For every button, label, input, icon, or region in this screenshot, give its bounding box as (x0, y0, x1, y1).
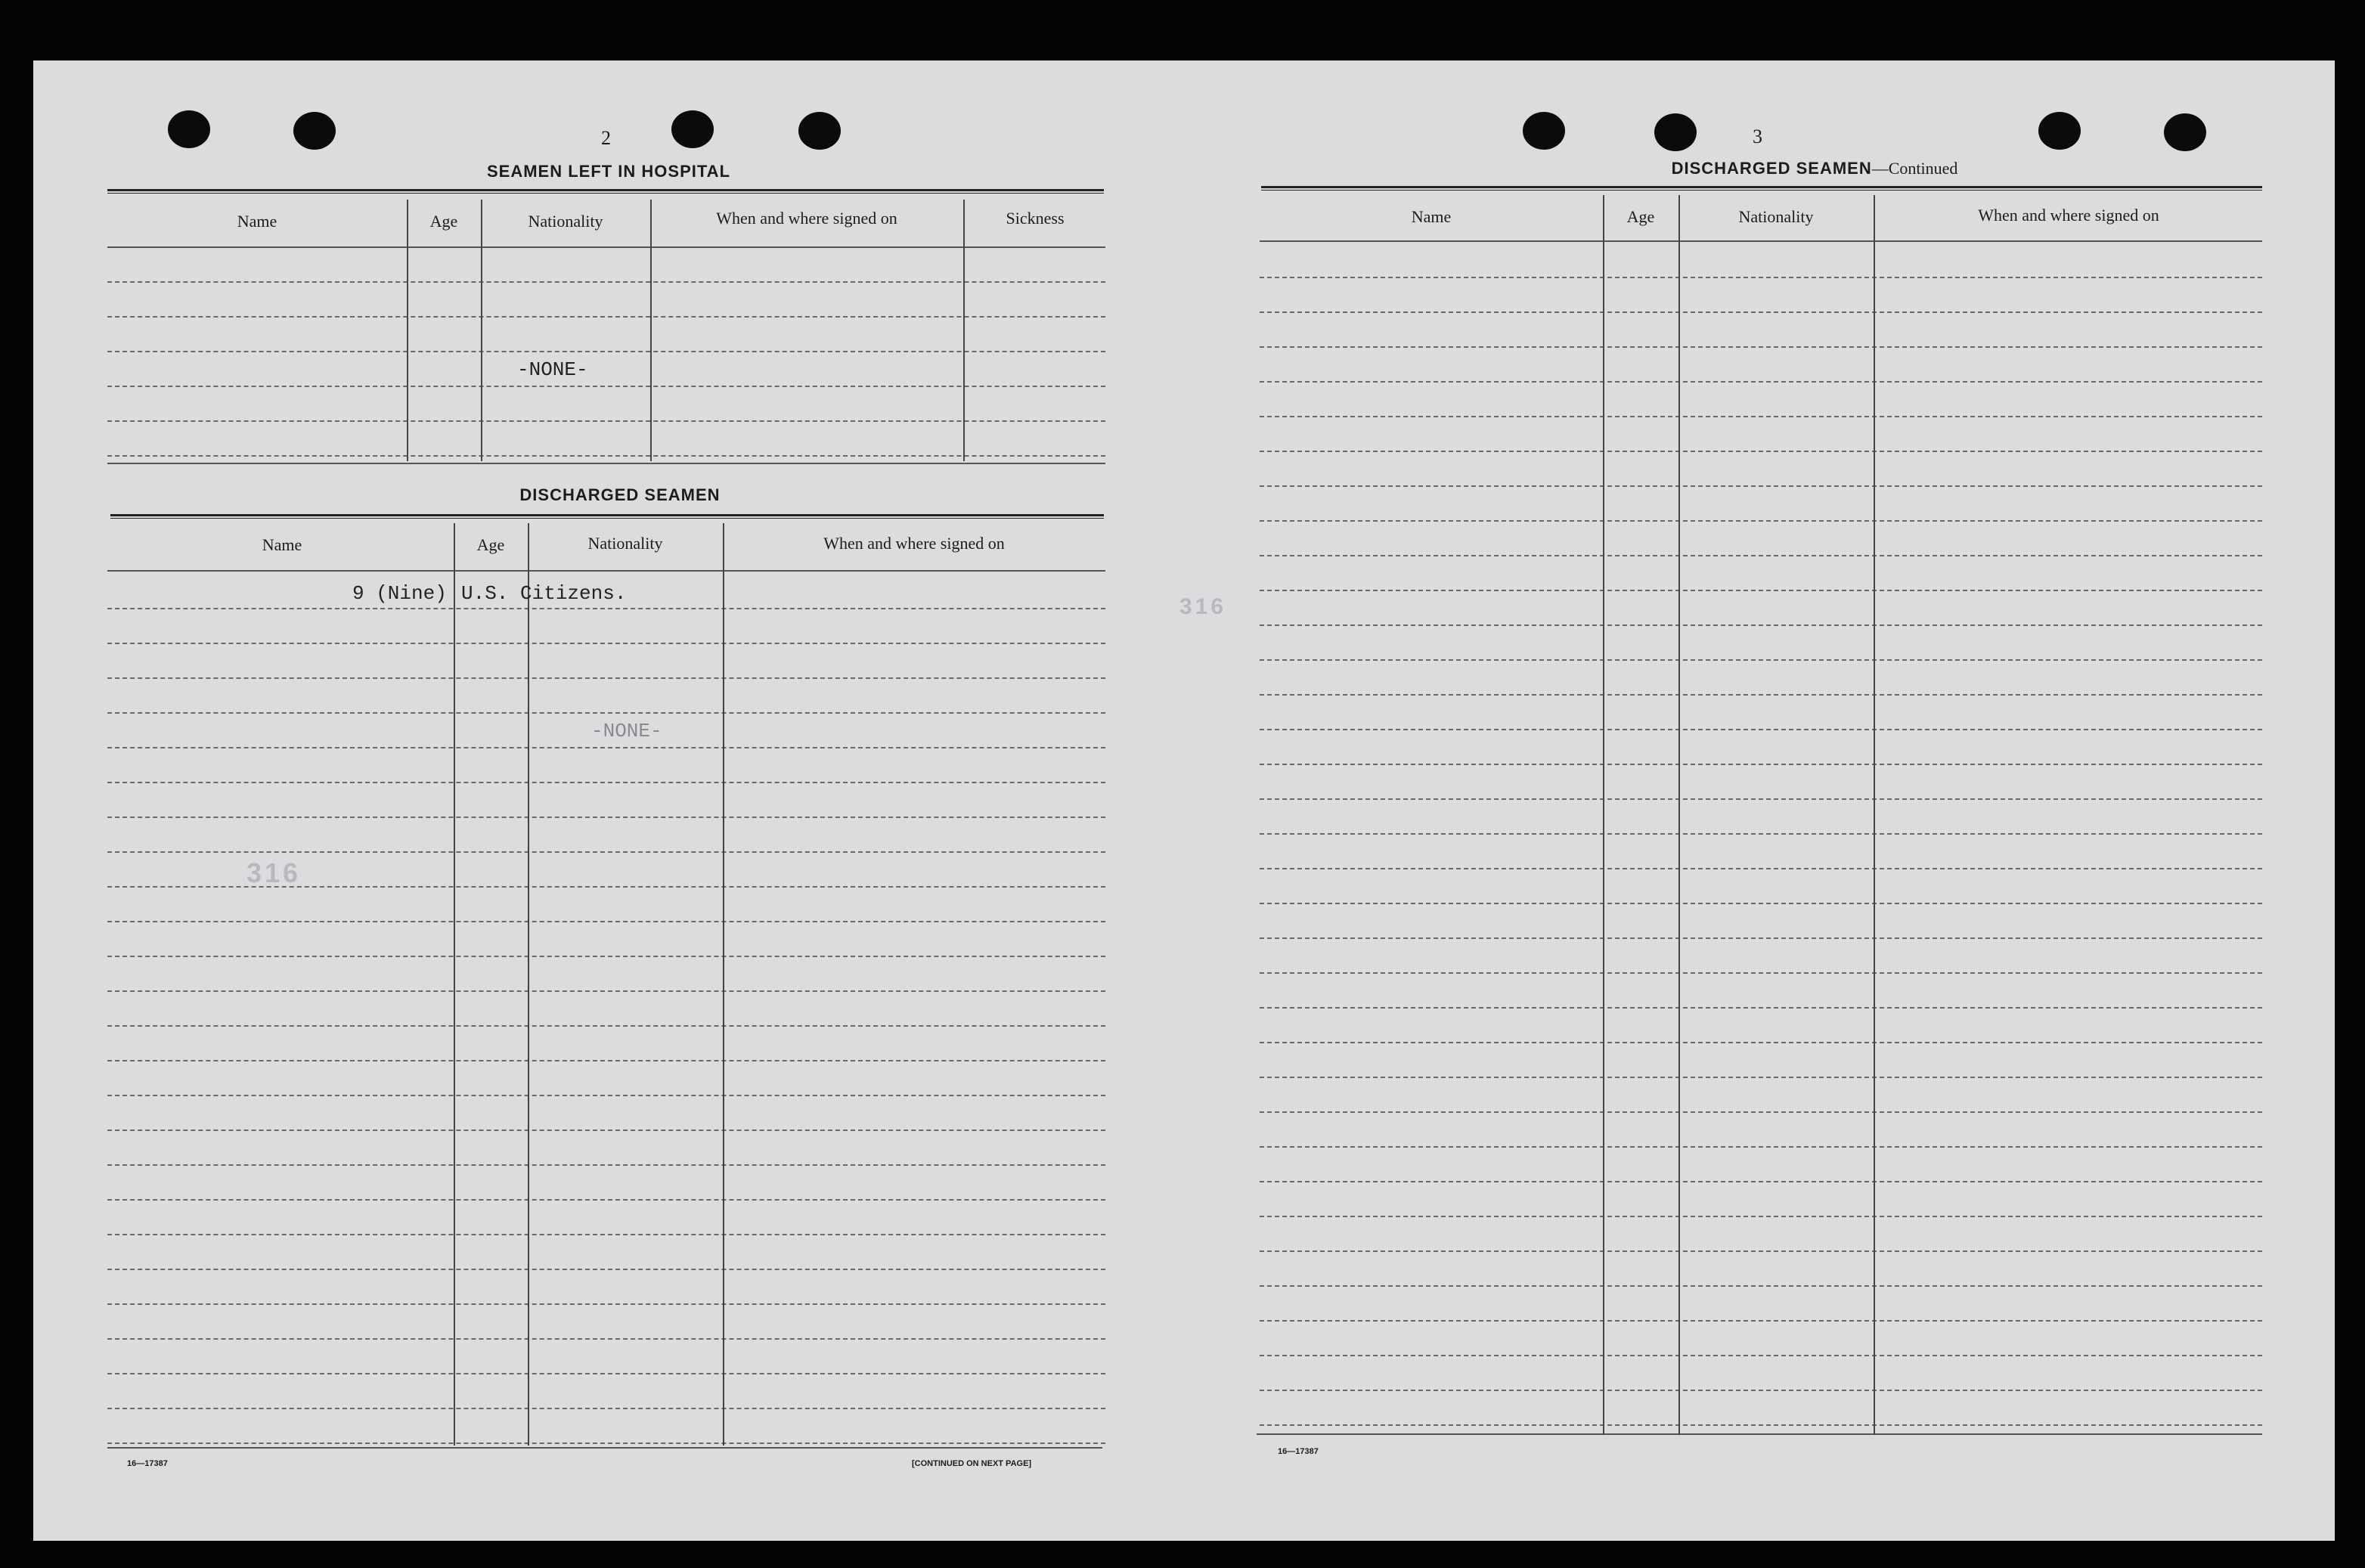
table-row (1260, 1250, 2262, 1252)
table-row (107, 1408, 1105, 1409)
table-row (1260, 416, 2262, 417)
table-row (1260, 590, 2262, 591)
discharged-col-age: Age (476, 535, 505, 554)
right-col-name: Name (1411, 207, 1452, 226)
table-row (1260, 972, 2262, 974)
right-col-age: Age (1626, 207, 1655, 226)
table-row (107, 817, 1105, 818)
right-bottom-rule (1257, 1433, 2262, 1435)
column-divider (407, 200, 408, 461)
table-row (1260, 624, 2262, 626)
table-row (107, 351, 1105, 352)
table-row (1260, 485, 2262, 487)
table-row (107, 990, 1105, 992)
hospital-col-age: Age (429, 212, 458, 231)
table-row (107, 608, 1105, 609)
table-row (107, 643, 1105, 644)
table-row (1260, 729, 2262, 730)
table-row (1260, 277, 2262, 278)
table-row (107, 921, 1105, 922)
discharged-col-nationality: Nationality (587, 534, 663, 553)
column-divider (1603, 195, 1604, 1435)
discharged-table-top-rule (110, 514, 1104, 519)
table-row (1260, 1146, 2262, 1148)
continued-note: [CONTINUED ON NEXT PAGE] (912, 1459, 1032, 1468)
column-divider (454, 523, 455, 1446)
table-row (1260, 1424, 2262, 1426)
table-row (107, 1164, 1105, 1166)
hospital-table-top-rule (107, 189, 1104, 194)
punch-hole (1523, 112, 1565, 150)
right-section-title (1558, 159, 2072, 178)
column-divider (528, 523, 529, 1446)
right-header-rule (1260, 240, 2262, 242)
table-row (1260, 903, 2262, 904)
table-row (107, 420, 1105, 422)
page-number-right: 3 (1753, 126, 1762, 147)
faint-stamp-right: 316 (1179, 594, 1227, 619)
column-divider (1678, 195, 1680, 1435)
punch-hole (1654, 113, 1697, 151)
table-row (107, 1234, 1105, 1235)
table-row (1260, 311, 2262, 313)
table-row (107, 1442, 1105, 1444)
table-row (1260, 1285, 2262, 1287)
table-row (1260, 346, 2262, 348)
hospital-col-signed-on: When and where signed on (716, 209, 897, 228)
table-row (107, 316, 1105, 318)
faint-stamp-left: 316 (246, 857, 302, 888)
hospital-col-sickness: Sickness (1006, 209, 1065, 228)
column-divider (650, 200, 652, 461)
right-table-top-rule (1261, 186, 2262, 191)
table-row (107, 386, 1105, 387)
table-row (107, 1338, 1105, 1340)
table-row (1260, 764, 2262, 765)
column-divider (1874, 195, 1875, 1435)
table-row (1260, 1077, 2262, 1078)
discharged-header-rule (107, 570, 1105, 572)
table-row (1260, 1007, 2262, 1009)
table-row (107, 1095, 1105, 1096)
table-row (107, 281, 1105, 283)
discharged-entry-name: 9 (Nine) (352, 582, 447, 605)
table-row (107, 1303, 1105, 1305)
table-row (1260, 1042, 2262, 1043)
table-row (107, 1269, 1105, 1270)
punch-hole (671, 110, 714, 148)
punch-hole (168, 110, 210, 148)
table-row (1260, 555, 2262, 556)
table-row (107, 1130, 1105, 1131)
discharged-bottom-rule (107, 1447, 1102, 1449)
table-row (1260, 1181, 2262, 1182)
hospital-header-rule (107, 246, 1105, 248)
right-col-nationality: Nationality (1738, 207, 1814, 226)
table-row (107, 1373, 1105, 1374)
table-row (1260, 1216, 2262, 1217)
hospital-none-entry: -NONE- (517, 358, 588, 381)
hospital-bottom-rule (107, 463, 1105, 464)
table-row (1260, 833, 2262, 835)
discharged-col-signed-on: When and where signed on (823, 534, 1005, 553)
table-row (1260, 798, 2262, 800)
table-row (1260, 868, 2262, 869)
table-row (1260, 1390, 2262, 1391)
punch-hole (2164, 113, 2206, 151)
right-section-title-suffix: —Continued (1871, 159, 1958, 178)
table-row (1260, 451, 2262, 452)
table-row (107, 747, 1105, 748)
discharged-entry-nationality: U.S. Citizens. (461, 582, 627, 605)
table-row (107, 455, 1105, 457)
table-row (1260, 520, 2262, 522)
right-section-title-main: DISCHARGED SEAMEN (1671, 159, 1872, 178)
discharged-col-name: Name (262, 535, 302, 554)
form-number-left: 16—17387 (127, 1459, 168, 1468)
table-row (1260, 659, 2262, 661)
punch-hole (798, 112, 841, 150)
table-row (107, 1025, 1105, 1027)
right-col-signed-on: When and where signed on (1978, 206, 2159, 225)
discharged-section-title: DISCHARGED SEAMEN (519, 485, 721, 504)
page-number-left: 2 (601, 127, 611, 149)
table-row (107, 677, 1105, 679)
table-row (1260, 1111, 2262, 1113)
table-row (107, 1199, 1105, 1201)
table-row (1260, 381, 2262, 383)
hospital-section-title: SEAMEN LEFT IN HOSPITAL (486, 162, 731, 181)
table-row (1260, 1320, 2262, 1322)
table-row (1260, 937, 2262, 939)
table-row (107, 956, 1105, 957)
form-number-right: 16—17387 (1278, 1447, 1319, 1456)
discharged-none-entry: -NONE- (591, 720, 662, 742)
column-divider (963, 200, 965, 461)
punch-hole (2038, 112, 2081, 150)
table-row (107, 1060, 1105, 1061)
table-row (107, 851, 1105, 853)
column-divider (723, 523, 724, 1446)
table-row (1260, 1355, 2262, 1356)
table-row (107, 782, 1105, 783)
hospital-col-name: Name (237, 212, 277, 231)
table-row (107, 712, 1105, 714)
column-divider (481, 200, 482, 461)
hospital-col-nationality: Nationality (528, 212, 603, 231)
table-row (1260, 694, 2262, 696)
punch-hole (293, 112, 336, 150)
